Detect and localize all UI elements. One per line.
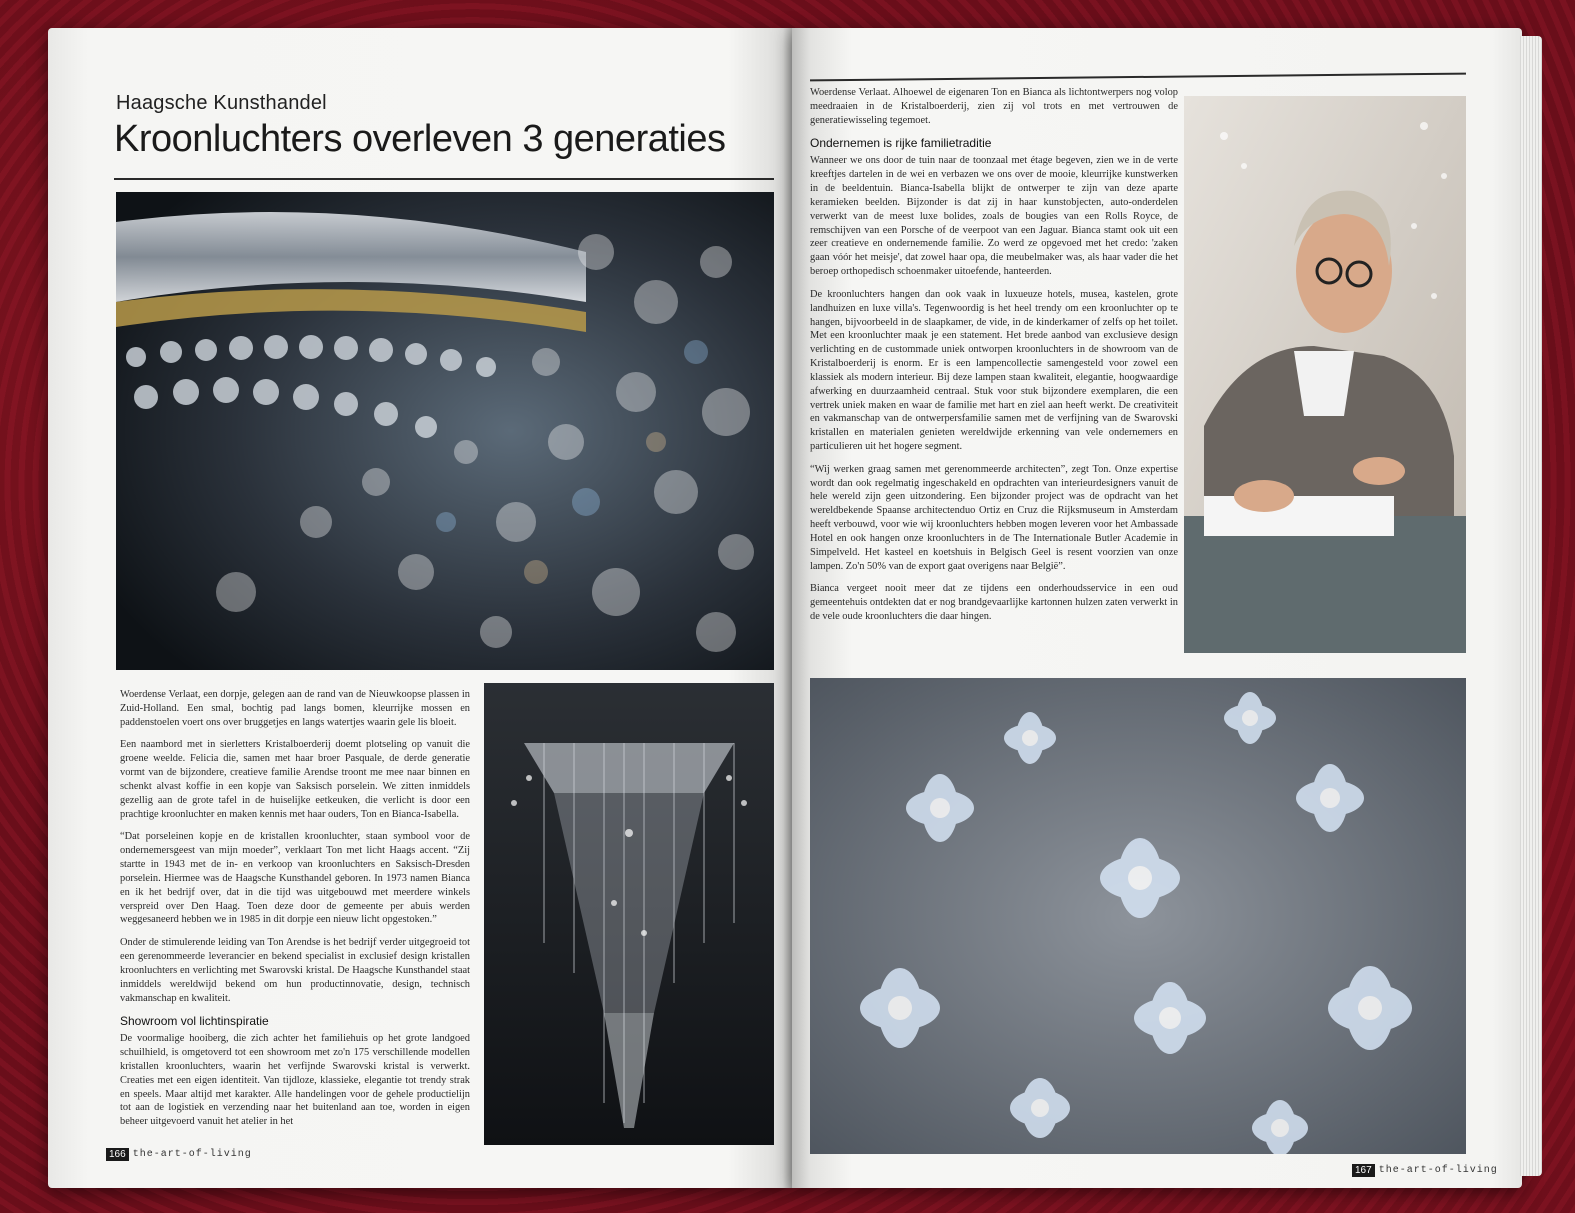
subheading: Showroom vol lichtinspiratie <box>120 1014 269 1029</box>
right-body-text <box>810 86 1178 633</box>
paragraph: Een naambord met in sierletters Kristalboerderij doemt plotseling op vanuit die groene weelde. Felicia die, samen met haar broer Pasquale, de derde generatie vormt van de bijzondere, creatieve familie Arendse troont me mee naar binnen en schenkt alvast koffie in een kopje van Saksisch porselein. We zitten inmiddels gezellig aan de grote tafel in de huiselijke eetkeuken, die verlicht is door een prachtige kroonluchter en maken kennis met haar ouders, Ton en Bianca-Isabella. <box>120 739 470 820</box>
crystal-chandelier-photo <box>116 192 774 670</box>
top-rule <box>810 73 1466 82</box>
right-folio <box>1352 1164 1498 1177</box>
tall-chandelier-photo <box>484 683 774 1145</box>
paragraph: Woerdense Verlaat, een dorpje, gelegen aan de rand van de Nieuwkoopse plassen in Zuid-Holland. Een smal, bochtig pad langs bomen, kleurrijke mossen en paddenstoelen voert ons over bruggetjes en langs watertjes waarin gele lis bloeit. <box>120 689 470 728</box>
brand-label: the-art-of-living <box>1378 1165 1498 1176</box>
left-body-text <box>120 688 470 1138</box>
page-edges <box>1520 36 1542 1176</box>
left-folio <box>106 1148 252 1161</box>
intro-paragraph: Woerdense Verlaat. Alhoewel de eigenaren Ton en Bianca als lichtontwerpers nog volop meedraaien in de Kristalboerderij, zien zij vol trots en met vertrouwen de generatiewisseling tegemoet. <box>810 87 1178 126</box>
page-number: 166 <box>106 1148 129 1161</box>
title-rule <box>114 178 774 180</box>
paragraph: “Dat porseleinen kopje en de kristallen kroonluchter, staan symbool voor de ondernemersgeest van mijn moeder”, verklaart Ton met licht Haags accent. “Zij startte in 1943 met de in- en verkoop van kroonluchters en Saksisch-Dresden porselein. Hiermee was de Haagsche Kunsthandel geboren. In 1973 namen Bianca en ik het bedrijf over, dat in die tijd was uitgebouwd met meerdere winkels verspreid over Den Haag. Toen deze door de gemeente per abuis werden weggesaneerd hebben we in 1985 in dit dorpje een nieuw licht opgestoken.” <box>120 831 470 926</box>
left-page <box>48 28 792 1188</box>
section-label: Haagsche Kunsthandel <box>116 92 327 114</box>
subheading: Ondernemen is rijke familietraditie <box>810 136 992 151</box>
paragraph: Onder de stimulerende leiding van Ton Arendse is het bedrijf verder uitgegroeid tot een gerenommeerde leverancier en bekend specialist in exclusief design kristallen kroonluchters en verlichting met Swarovski kristal. De Haagsche Kunsthandel staat inmiddels wereldwijd bekend om hun productinnovatie, design, technisch vakmanschap en kwaliteit. <box>120 937 470 1004</box>
paragraph: “Wij werken graag samen met gerenommeerde architecten”, zegt Ton. Onze expertise wordt dan ook regelmatig ingeschakeld en opdrachten van interieurdesigners vanuit de hele wereld zijn geen uitzondering. Een bijzonder project was de opdracht van het wereldbekende Spaanse architectenduo Ortiz en Cruz die Rijksmuseum in Amsterdam heeft verbouwd, voor wie wij kroonluchters hebben mogen leveren voor het Ambassade Hotel en ook hangen onze kroonluchters in de The Internationale Butler Academie in Simpelveld. Het kasteel en koetshuis in Belgisch Geel is resent voorzien van onze lampen. Zo'n 50% van de export gaat overigens naar België”. <box>810 463 1178 572</box>
crystal-flowers-photo <box>810 678 1466 1154</box>
paragraph: De kroonluchters hangen dan ook vaak in luxueuze hotels, musea, kastelen, grote landhuizen en luxe villa's. Tegenwoordig is het heel trendy om een kroonluchter op te hangen, bijvoorbeeld in de slaapkamer, de vide, in de kinderkamer of zelfs op het toilet. Met een kroonluchter maak je een statement. Het brede aanbod van exclusieve design verlichting en de custommade uniek ontworpen kroonluchters in de showroom van de Kristalboerderij is enorm. Er is een lampencollectie samengesteld voor zowel een klassiek als modern interieur. Bij deze lampen staan kwaliteit, elegantie, hoogwaardige afwerking en duurzaamheid centraal. Stuk voor stuk bijzondere exemplaren, die een vertrek uniek maken en waar de familie met hart en ziel aan heeft werkt. De creativiteit en vakmanschap van de ontwerpersfamilie samen met de verfijning van de Swarovski kristallen en materialen genieten wereldwijde erkenning van vele ondernemers en particulieren uit het hogere segment. <box>810 288 1178 452</box>
right-page <box>792 28 1522 1188</box>
magazine-spread <box>48 28 1542 1203</box>
page-number: 167 <box>1352 1164 1375 1177</box>
brand-label: the-art-of-living <box>132 1149 252 1160</box>
page-title: Kroonluchters overleven 3 generaties <box>114 118 726 160</box>
portrait-photo <box>1184 96 1466 653</box>
paragraph: De voormalige hooiberg, die zich achter het familiehuis op het grote landgoed schuilhield, is omgetoverd tot een showroom met zo'n 175 verschillende modellen kristallen kroonluchters, waarin het verfijnde Swarovski kristal is verwerkt. Creaties met een eigen identiteit. Van tijdloze, klassieke, elegantie tot trendy strak en speels. Maar altijd met karakter. Alle handelingen voor de gehele productielijn tot aan de logistiek en verzending naar het buitenland aan toe, worden in eigen beheer uitgevoerd vanuit het atelier in het <box>120 1033 470 1128</box>
paragraph: Wanneer we ons door de tuin naar de toonzaal met étage begeven, zien we in de verte kreeftjes dartelen in de wei en verbazen we ons over de mooie, kleurrijke kunstwerken in de beeldentuin. Bianca-Isabella blijkt de ontwerper te zijn van deze aparte keramieken beelden. Bijzonder is dat zij in haar kunstobjecten, auto-onderdelen verwerkt van de meest luxe bolides, zoals de bougies van een Rolls Royce, de remschijven van een Porsche of de veerpoot van een Jaguar. Bianca stamt ook uit een zeer creatieve en ondernemende familie. Zo werd ze opgevoed met het credo: 'zaken gaan vóór het meisje', dat zowel haar opa, die meubelmaker was, als haar vader die het beroep orthopedisch schoenmaker uitoefende, hanteerden. <box>810 155 1178 278</box>
paragraph: Bianca vergeet nooit meer dat ze tijdens een onderhoudsservice in een oud gemeentehuis ontdekten dat er nog brandgevaarlijke kartonnen hulzen zaten verwerkt in de vele oude kroonluchters die daar hingen. <box>810 583 1178 623</box>
